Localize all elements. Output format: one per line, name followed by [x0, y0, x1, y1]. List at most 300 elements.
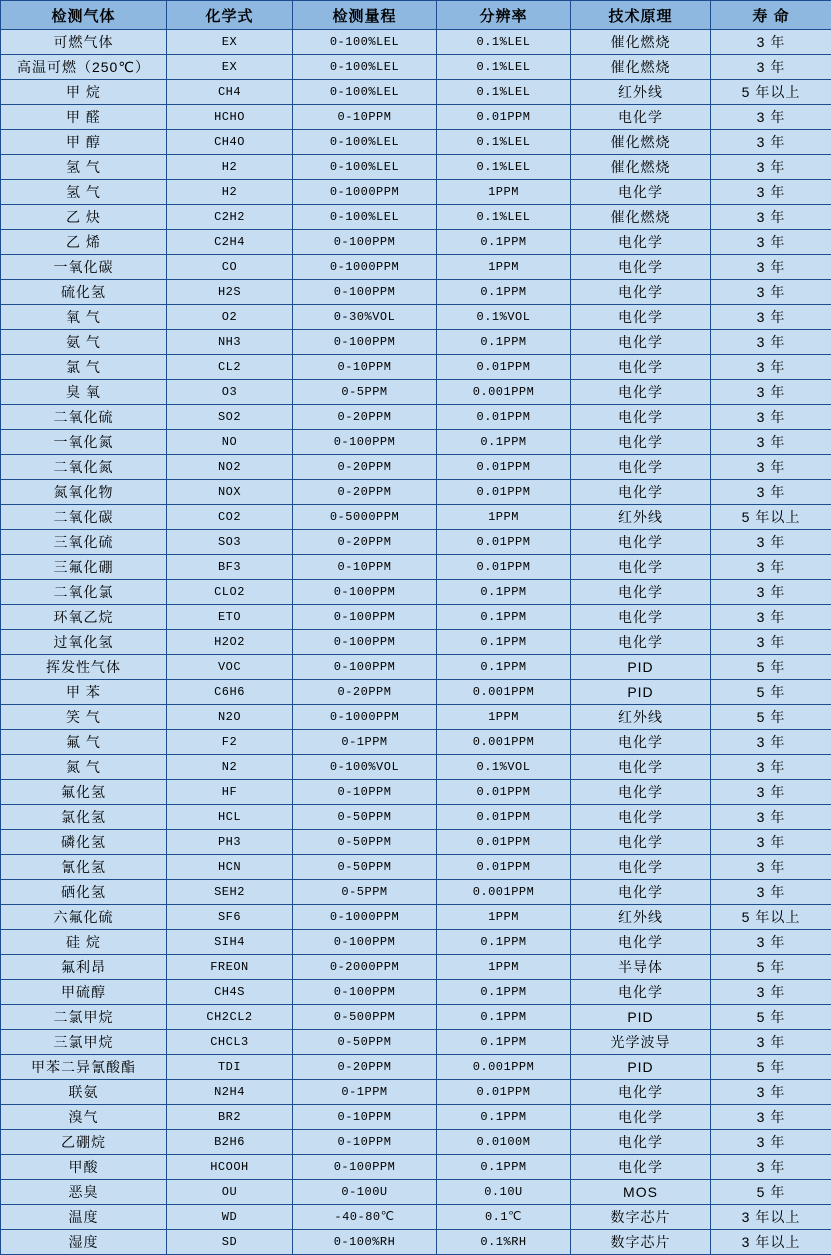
cell-formula: B2H6	[167, 1130, 293, 1155]
table-row	[1, 355, 831, 380]
cell-range: 0-5000PPM	[293, 505, 437, 530]
cell-gas: 环氧乙烷	[1, 605, 167, 630]
cell-gas: 氰化氢	[1, 855, 167, 880]
cell-principle: 电化学	[571, 455, 711, 480]
cell-lifetime: 3 年	[711, 55, 831, 80]
cell-formula: CHCL3	[167, 1030, 293, 1055]
cell-range: 0-500PPM	[293, 1005, 437, 1030]
cell-lifetime: 3 年	[711, 1105, 831, 1130]
cell-lifetime: 3 年	[711, 530, 831, 555]
cell-range: 0-100PPM	[293, 430, 437, 455]
cell-principle: 电化学	[571, 230, 711, 255]
table-row	[1, 1180, 831, 1205]
cell-lifetime: 5 年以上	[711, 905, 831, 930]
cell-principle: 催化燃烧	[571, 55, 711, 80]
table-row	[1, 955, 831, 980]
cell-resolution: 0.0100M	[437, 1130, 571, 1155]
cell-resolution: 0.01PPM	[437, 855, 571, 880]
cell-gas: 氮氧化物	[1, 480, 167, 505]
cell-principle: 电化学	[571, 930, 711, 955]
cell-range: 0-10PPM	[293, 780, 437, 805]
cell-gas: 氮 气	[1, 755, 167, 780]
cell-principle: 电化学	[571, 730, 711, 755]
cell-resolution: 0.01PPM	[437, 780, 571, 805]
cell-resolution: 0.1%LEL	[437, 30, 571, 55]
table-row	[1, 980, 831, 1005]
table-row	[1, 180, 831, 205]
cell-gas: 乙 烯	[1, 230, 167, 255]
cell-formula: NO	[167, 430, 293, 455]
cell-formula: NH3	[167, 330, 293, 355]
cell-range: -40-80℃	[293, 1205, 437, 1230]
table-row	[1, 605, 831, 630]
cell-gas: 氢 气	[1, 180, 167, 205]
table-row	[1, 1080, 831, 1105]
cell-gas: 氟利昂	[1, 955, 167, 980]
cell-formula: HCOOH	[167, 1155, 293, 1180]
cell-formula: C2H4	[167, 230, 293, 255]
table-row	[1, 130, 831, 155]
table-row	[1, 730, 831, 755]
table-row	[1, 630, 831, 655]
cell-resolution: 0.1PPM	[437, 330, 571, 355]
cell-lifetime: 3 年	[711, 405, 831, 430]
cell-gas: 温度	[1, 1205, 167, 1230]
cell-range: 0-100PPM	[293, 1155, 437, 1180]
cell-principle: PID	[571, 655, 711, 680]
cell-formula: N2	[167, 755, 293, 780]
cell-resolution: 0.01PPM	[437, 830, 571, 855]
table-row	[1, 255, 831, 280]
cell-range: 0-50PPM	[293, 830, 437, 855]
cell-gas: 甲 醛	[1, 105, 167, 130]
cell-resolution: 0.01PPM	[437, 405, 571, 430]
cell-formula: BF3	[167, 555, 293, 580]
cell-range: 0-30%VOL	[293, 305, 437, 330]
cell-resolution: 0.1PPM	[437, 630, 571, 655]
cell-range: 0-50PPM	[293, 855, 437, 880]
cell-gas: 乙硼烷	[1, 1130, 167, 1155]
cell-lifetime: 3 年	[711, 830, 831, 855]
cell-lifetime: 3 年	[711, 130, 831, 155]
cell-resolution: 1PPM	[437, 505, 571, 530]
cell-gas: 可燃气体	[1, 30, 167, 55]
column-header-resolution: 分辨率	[437, 1, 571, 30]
cell-range: 0-10PPM	[293, 1105, 437, 1130]
table-row	[1, 655, 831, 680]
table-row	[1, 230, 831, 255]
cell-range: 0-10PPM	[293, 105, 437, 130]
cell-range: 0-100%LEL	[293, 30, 437, 55]
cell-resolution: 0.01PPM	[437, 480, 571, 505]
cell-gas: 笑 气	[1, 705, 167, 730]
table-row	[1, 1055, 831, 1080]
table-row	[1, 1005, 831, 1030]
table-row	[1, 805, 831, 830]
cell-principle: PID	[571, 1005, 711, 1030]
cell-range: 0-2000PPM	[293, 955, 437, 980]
cell-lifetime: 3 年	[711, 205, 831, 230]
cell-principle: 红外线	[571, 905, 711, 930]
cell-lifetime: 3 年	[711, 930, 831, 955]
cell-range: 0-100%LEL	[293, 80, 437, 105]
cell-resolution: 0.01PPM	[437, 455, 571, 480]
table-row	[1, 780, 831, 805]
table-row	[1, 905, 831, 930]
table-row	[1, 430, 831, 455]
table-row	[1, 555, 831, 580]
cell-resolution: 0.1%VOL	[437, 305, 571, 330]
cell-resolution: 1PPM	[437, 705, 571, 730]
cell-formula: CH4O	[167, 130, 293, 155]
cell-principle: 催化燃烧	[571, 130, 711, 155]
cell-resolution: 0.001PPM	[437, 380, 571, 405]
cell-resolution: 0.01PPM	[437, 805, 571, 830]
cell-lifetime: 3 年	[711, 180, 831, 205]
table-row	[1, 480, 831, 505]
cell-lifetime: 5 年	[711, 1180, 831, 1205]
cell-gas: 臭 氧	[1, 380, 167, 405]
cell-formula: CO2	[167, 505, 293, 530]
cell-principle: 电化学	[571, 1080, 711, 1105]
cell-principle: 红外线	[571, 705, 711, 730]
cell-principle: 电化学	[571, 1130, 711, 1155]
cell-gas: 氟化氢	[1, 780, 167, 805]
cell-principle: 数字芯片	[571, 1230, 711, 1255]
cell-formula: WD	[167, 1205, 293, 1230]
cell-lifetime: 3 年以上	[711, 1205, 831, 1230]
cell-lifetime: 3 年	[711, 1130, 831, 1155]
column-header-principle: 技术原理	[571, 1, 711, 30]
table-row	[1, 530, 831, 555]
cell-resolution: 0.01PPM	[437, 530, 571, 555]
cell-principle: 电化学	[571, 880, 711, 905]
cell-gas: 甲 醇	[1, 130, 167, 155]
cell-lifetime: 3 年	[711, 30, 831, 55]
cell-gas: 二氧化硫	[1, 405, 167, 430]
cell-range: 0-1PPM	[293, 1080, 437, 1105]
cell-range: 0-20PPM	[293, 405, 437, 430]
table-row	[1, 380, 831, 405]
table-row	[1, 830, 831, 855]
cell-principle: 电化学	[571, 855, 711, 880]
cell-range: 0-10PPM	[293, 555, 437, 580]
column-header-gas: 检测气体	[1, 1, 167, 30]
cell-formula: C6H6	[167, 680, 293, 705]
cell-gas: 一氧化碳	[1, 255, 167, 280]
cell-principle: PID	[571, 1055, 711, 1080]
cell-lifetime: 5 年	[711, 680, 831, 705]
cell-principle: 电化学	[571, 105, 711, 130]
cell-resolution: 0.1PPM	[437, 1005, 571, 1030]
cell-resolution: 0.1℃	[437, 1205, 571, 1230]
cell-gas: 恶臭	[1, 1180, 167, 1205]
cell-range: 0-100PPM	[293, 605, 437, 630]
cell-lifetime: 5 年	[711, 955, 831, 980]
cell-resolution: 0.1%LEL	[437, 205, 571, 230]
cell-principle: 电化学	[571, 805, 711, 830]
cell-range: 0-100%RH	[293, 1230, 437, 1255]
cell-gas: 甲苯二异氰酸酯	[1, 1055, 167, 1080]
cell-range: 0-5PPM	[293, 380, 437, 405]
cell-formula: H2	[167, 180, 293, 205]
cell-formula: O3	[167, 380, 293, 405]
cell-lifetime: 3 年	[711, 1030, 831, 1055]
cell-principle: MOS	[571, 1180, 711, 1205]
table-row	[1, 155, 831, 180]
cell-resolution: 0.1PPM	[437, 1155, 571, 1180]
column-header-formula: 化学式	[167, 1, 293, 30]
cell-formula: N2O	[167, 705, 293, 730]
cell-gas: 氯化氢	[1, 805, 167, 830]
cell-principle: 电化学	[571, 780, 711, 805]
cell-principle: 电化学	[571, 530, 711, 555]
cell-formula: SO2	[167, 405, 293, 430]
cell-gas: 甲硫醇	[1, 980, 167, 1005]
cell-principle: 催化燃烧	[571, 30, 711, 55]
cell-principle: 催化燃烧	[571, 155, 711, 180]
table-row	[1, 705, 831, 730]
cell-formula: PH3	[167, 830, 293, 855]
cell-formula: SEH2	[167, 880, 293, 905]
cell-principle: 电化学	[571, 255, 711, 280]
cell-gas: 氯 气	[1, 355, 167, 380]
cell-lifetime: 3 年	[711, 305, 831, 330]
cell-principle: 电化学	[571, 405, 711, 430]
cell-principle: 红外线	[571, 80, 711, 105]
cell-principle: PID	[571, 680, 711, 705]
table-row	[1, 205, 831, 230]
cell-resolution: 0.001PPM	[437, 1055, 571, 1080]
cell-resolution: 1PPM	[437, 255, 571, 280]
cell-formula: SF6	[167, 905, 293, 930]
cell-gas: 硅 烷	[1, 930, 167, 955]
cell-range: 0-1000PPM	[293, 705, 437, 730]
cell-gas: 三氧化硫	[1, 530, 167, 555]
cell-resolution: 0.1%LEL	[437, 55, 571, 80]
table-row	[1, 305, 831, 330]
cell-resolution: 0.1PPM	[437, 230, 571, 255]
cell-gas: 湿度	[1, 1230, 167, 1255]
cell-formula: HCHO	[167, 105, 293, 130]
cell-lifetime: 3 年	[711, 1155, 831, 1180]
table-row	[1, 680, 831, 705]
cell-resolution: 1PPM	[437, 955, 571, 980]
table-row	[1, 1155, 831, 1180]
cell-resolution: 0.1PPM	[437, 1105, 571, 1130]
cell-resolution: 0.10U	[437, 1180, 571, 1205]
cell-lifetime: 3 年	[711, 430, 831, 455]
cell-formula: HF	[167, 780, 293, 805]
cell-gas: 硫化氢	[1, 280, 167, 305]
cell-range: 0-100PPM	[293, 930, 437, 955]
cell-lifetime: 3 年	[711, 605, 831, 630]
cell-lifetime: 3 年	[711, 755, 831, 780]
cell-resolution: 0.1PPM	[437, 580, 571, 605]
cell-formula: OU	[167, 1180, 293, 1205]
table-row	[1, 1205, 831, 1230]
cell-resolution: 0.01PPM	[437, 105, 571, 130]
cell-gas: 二氯甲烷	[1, 1005, 167, 1030]
cell-formula: N2H4	[167, 1080, 293, 1105]
table-row	[1, 30, 831, 55]
column-header-range: 检测量程	[293, 1, 437, 30]
cell-principle: 电化学	[571, 630, 711, 655]
cell-gas: 六氟化硫	[1, 905, 167, 930]
cell-resolution: 1PPM	[437, 180, 571, 205]
table-row	[1, 1130, 831, 1155]
cell-gas: 高温可燃（250℃）	[1, 55, 167, 80]
cell-lifetime: 5 年	[711, 1005, 831, 1030]
cell-formula: CH4	[167, 80, 293, 105]
column-header-lifetime: 寿 命	[711, 1, 831, 30]
table-row	[1, 105, 831, 130]
cell-resolution: 1PPM	[437, 905, 571, 930]
table-row	[1, 1105, 831, 1130]
cell-formula: SO3	[167, 530, 293, 555]
cell-principle: 电化学	[571, 430, 711, 455]
cell-resolution: 0.1PPM	[437, 430, 571, 455]
cell-lifetime: 3 年	[711, 280, 831, 305]
cell-range: 0-100PPM	[293, 630, 437, 655]
cell-resolution: 0.001PPM	[437, 730, 571, 755]
cell-principle: 电化学	[571, 305, 711, 330]
cell-lifetime: 3 年	[711, 380, 831, 405]
cell-gas: 溴气	[1, 1105, 167, 1130]
cell-gas: 二氧化氮	[1, 455, 167, 480]
cell-formula: HCL	[167, 805, 293, 830]
table-row	[1, 280, 831, 305]
cell-principle: 催化燃烧	[571, 205, 711, 230]
cell-lifetime: 5 年	[711, 655, 831, 680]
table-row	[1, 755, 831, 780]
cell-range: 0-100PPM	[293, 280, 437, 305]
cell-range: 0-10PPM	[293, 355, 437, 380]
cell-principle: 电化学	[571, 280, 711, 305]
cell-principle: 光学波导	[571, 1030, 711, 1055]
table-row	[1, 1230, 831, 1255]
cell-resolution: 0.1%RH	[437, 1230, 571, 1255]
cell-resolution: 0.1%LEL	[437, 155, 571, 180]
cell-range: 0-50PPM	[293, 805, 437, 830]
cell-range: 0-100PPM	[293, 980, 437, 1005]
cell-range: 0-1000PPM	[293, 255, 437, 280]
cell-principle: 电化学	[571, 1105, 711, 1130]
cell-principle: 电化学	[571, 380, 711, 405]
table-row	[1, 855, 831, 880]
cell-range: 0-100PPM	[293, 230, 437, 255]
cell-gas: 硒化氢	[1, 880, 167, 905]
cell-principle: 电化学	[571, 1155, 711, 1180]
cell-range: 0-100%LEL	[293, 155, 437, 180]
cell-range: 0-100%VOL	[293, 755, 437, 780]
cell-principle: 电化学	[571, 830, 711, 855]
cell-range: 0-100PPM	[293, 330, 437, 355]
cell-gas: 甲 烷	[1, 80, 167, 105]
cell-lifetime: 5 年	[711, 705, 831, 730]
cell-formula: H2	[167, 155, 293, 180]
cell-formula: CL2	[167, 355, 293, 380]
cell-lifetime: 3 年	[711, 480, 831, 505]
table-row	[1, 455, 831, 480]
cell-formula: TDI	[167, 1055, 293, 1080]
cell-principle: 电化学	[571, 480, 711, 505]
cell-range: 0-50PPM	[293, 1030, 437, 1055]
cell-formula: EX	[167, 55, 293, 80]
table-row	[1, 1030, 831, 1055]
cell-formula: H2S	[167, 280, 293, 305]
cell-resolution: 0.001PPM	[437, 880, 571, 905]
cell-gas: 挥发性气体	[1, 655, 167, 680]
cell-lifetime: 3 年	[711, 1080, 831, 1105]
cell-formula: CLO2	[167, 580, 293, 605]
cell-formula: SIH4	[167, 930, 293, 955]
cell-lifetime: 3 年	[711, 730, 831, 755]
cell-range: 0-1000PPM	[293, 180, 437, 205]
cell-formula: EX	[167, 30, 293, 55]
table-row	[1, 880, 831, 905]
cell-lifetime: 5 年以上	[711, 505, 831, 530]
cell-gas: 氟 气	[1, 730, 167, 755]
cell-lifetime: 3 年	[711, 855, 831, 880]
cell-range: 0-100PPM	[293, 580, 437, 605]
cell-resolution: 0.1PPM	[437, 930, 571, 955]
cell-resolution: 0.01PPM	[437, 355, 571, 380]
cell-gas: 二氧化碳	[1, 505, 167, 530]
cell-resolution: 0.001PPM	[437, 680, 571, 705]
cell-range: 0-5PPM	[293, 880, 437, 905]
cell-formula: BR2	[167, 1105, 293, 1130]
cell-range: 0-1000PPM	[293, 905, 437, 930]
cell-resolution: 0.01PPM	[437, 1080, 571, 1105]
cell-principle: 数字芯片	[571, 1205, 711, 1230]
table-row	[1, 405, 831, 430]
cell-resolution: 0.1PPM	[437, 605, 571, 630]
table-body	[1, 30, 831, 1255]
cell-lifetime: 3 年	[711, 580, 831, 605]
cell-formula: F2	[167, 730, 293, 755]
cell-gas: 乙 炔	[1, 205, 167, 230]
cell-formula: NO2	[167, 455, 293, 480]
cell-range: 0-100%LEL	[293, 55, 437, 80]
cell-lifetime: 3 年	[711, 555, 831, 580]
cell-formula: VOC	[167, 655, 293, 680]
cell-range: 0-100U	[293, 1180, 437, 1205]
cell-principle: 电化学	[571, 330, 711, 355]
cell-resolution: 0.1%LEL	[437, 80, 571, 105]
cell-resolution: 0.1PPM	[437, 980, 571, 1005]
cell-formula: NOX	[167, 480, 293, 505]
cell-lifetime: 3 年	[711, 330, 831, 355]
cell-principle: 电化学	[571, 180, 711, 205]
cell-principle: 电化学	[571, 980, 711, 1005]
cell-principle: 半导体	[571, 955, 711, 980]
cell-range: 0-1PPM	[293, 730, 437, 755]
cell-lifetime: 3 年	[711, 805, 831, 830]
cell-gas: 氢 气	[1, 155, 167, 180]
cell-principle: 电化学	[571, 605, 711, 630]
cell-resolution: 0.1PPM	[437, 655, 571, 680]
cell-lifetime: 3 年	[711, 980, 831, 1005]
cell-principle: 电化学	[571, 555, 711, 580]
cell-formula: CO	[167, 255, 293, 280]
table-row	[1, 55, 831, 80]
table-row	[1, 505, 831, 530]
cell-lifetime: 3 年	[711, 355, 831, 380]
cell-range: 0-20PPM	[293, 530, 437, 555]
cell-resolution: 0.1PPM	[437, 1030, 571, 1055]
table-row	[1, 930, 831, 955]
